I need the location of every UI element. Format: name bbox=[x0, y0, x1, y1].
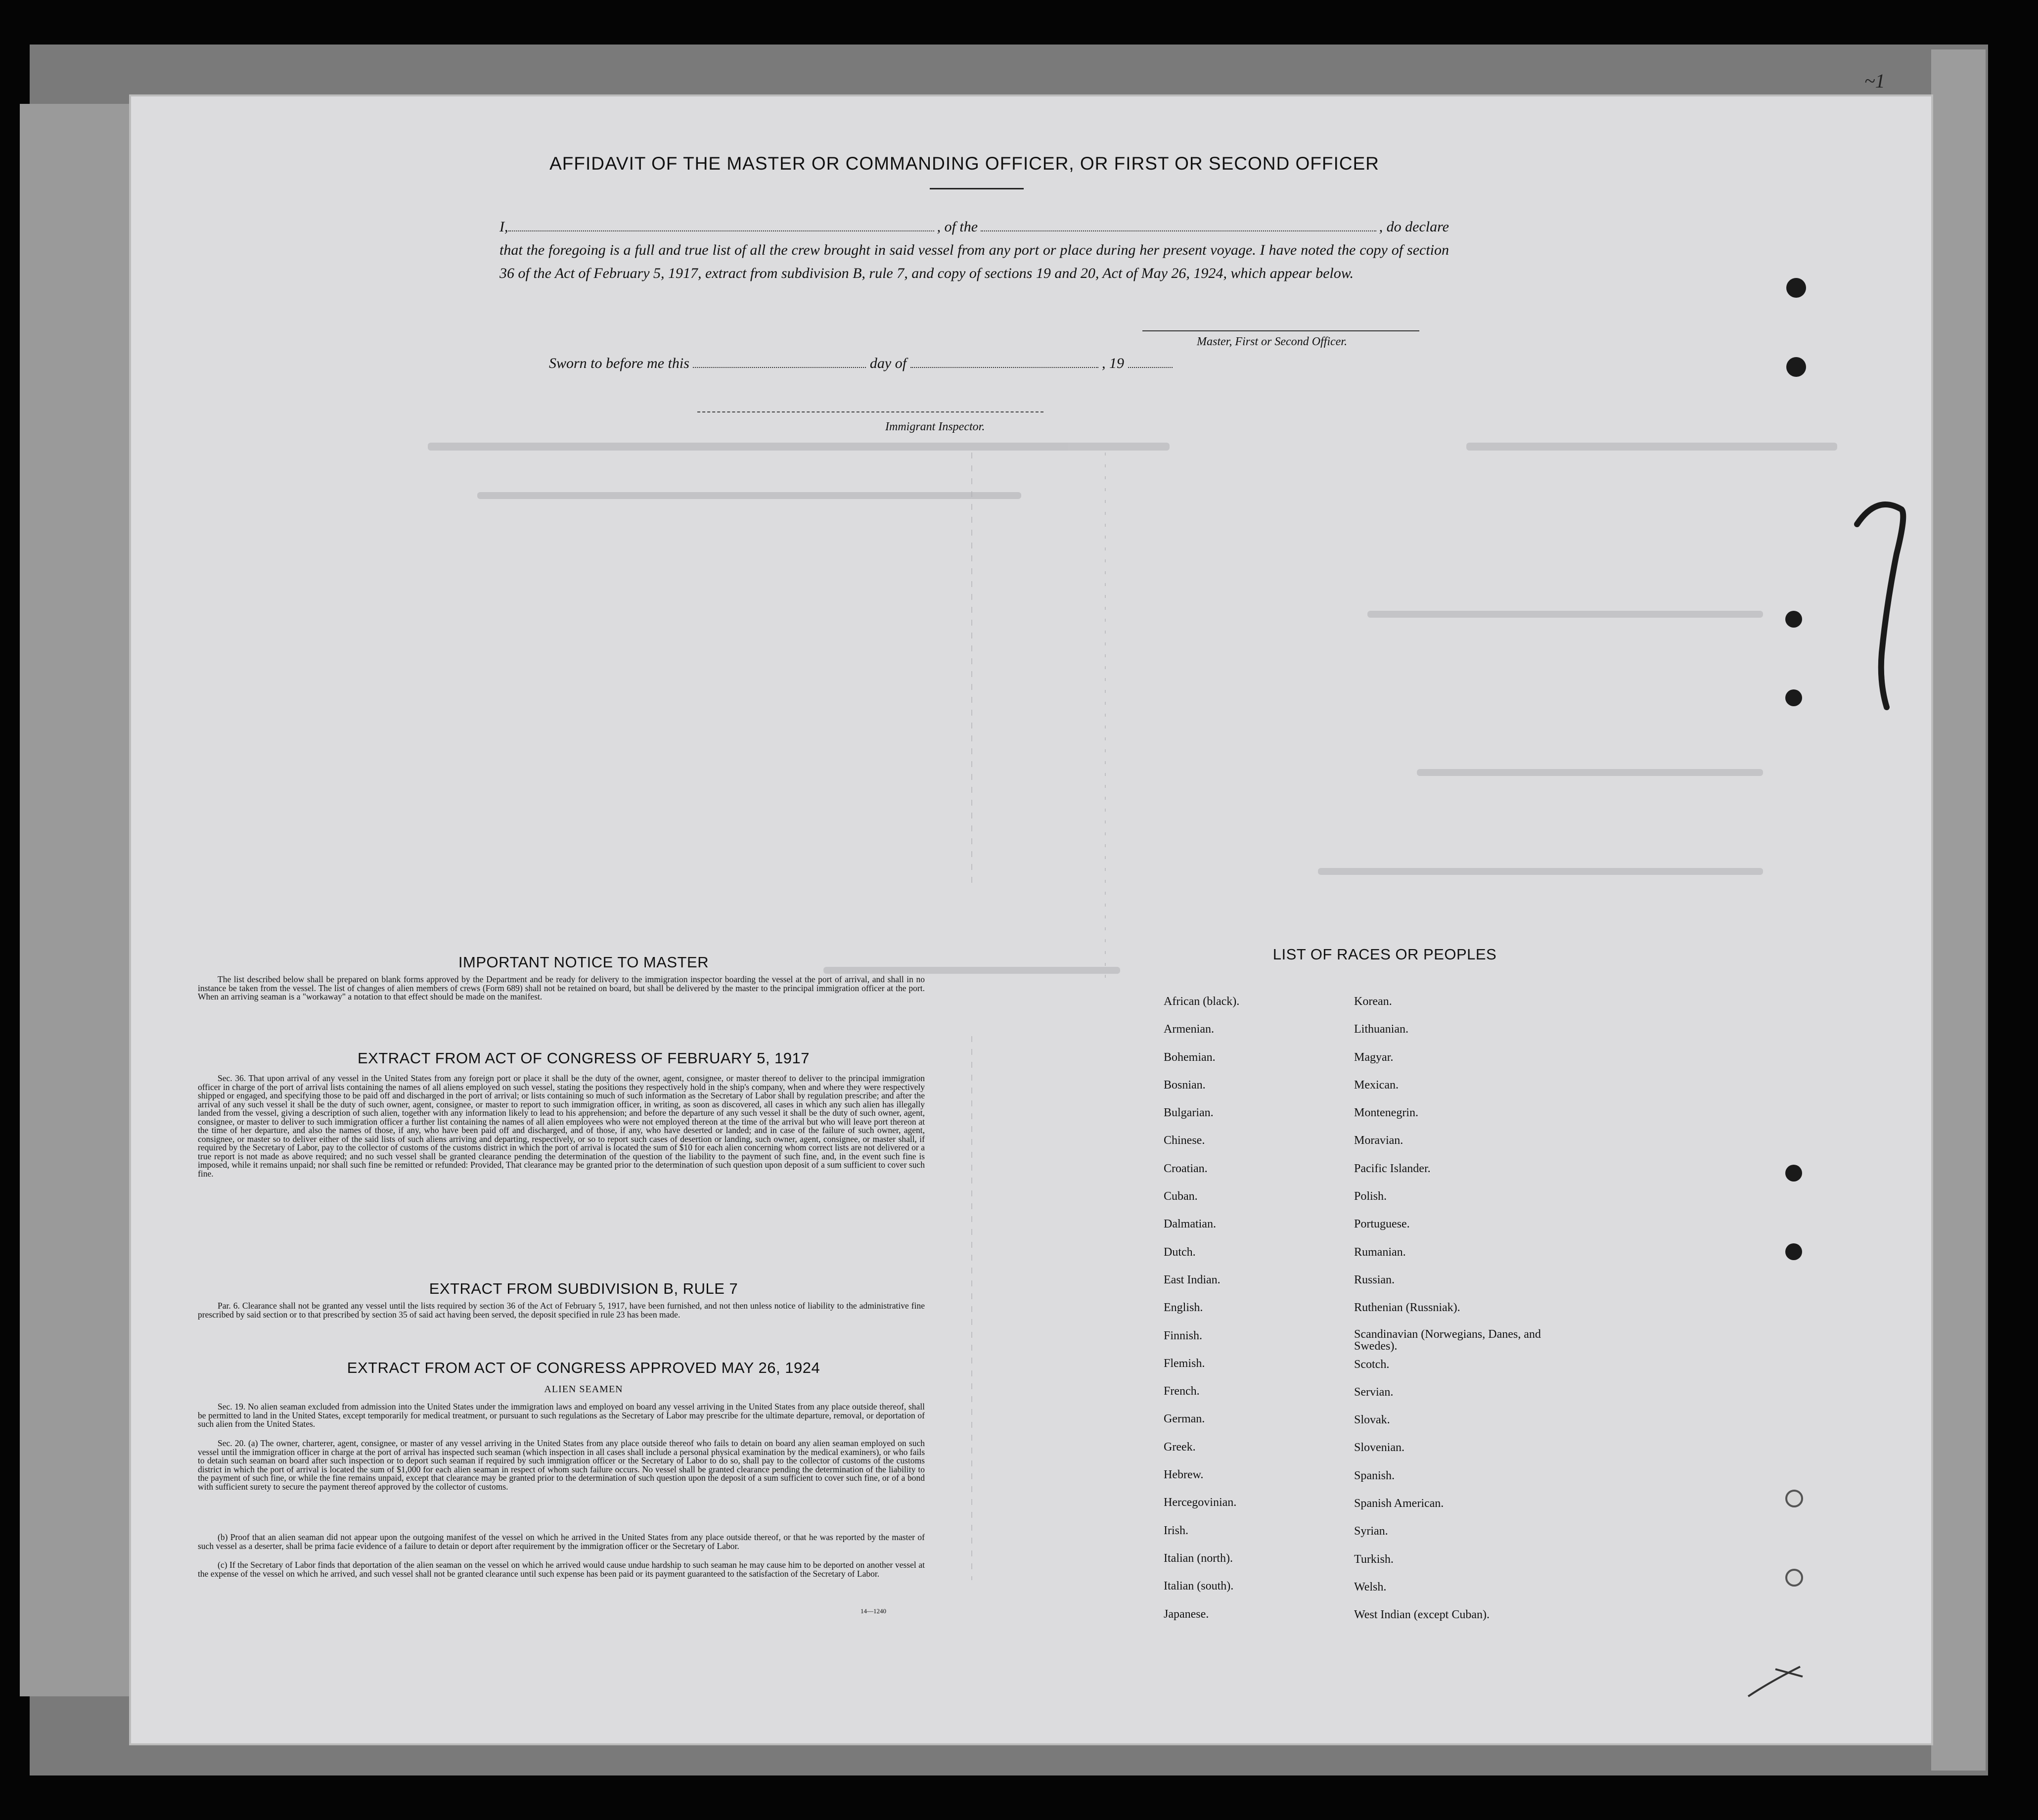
rule7-title: EXTRACT FROM SUBDIVISION B, RULE 7 bbox=[429, 1280, 738, 1297]
race-item: Korean. bbox=[1354, 995, 1392, 1008]
extract-1924-sec20c: (c) If the Secretary of Labor finds that deportation of the alien seaman on the vessel on which he arrived would cause undue hardship to such seaman he may cause him to be deported on another vessel at the expense of the vessel on which he arrived, and such vessel shall not be granted clearance until such expense has been paid or its payment guaranteed to the satisfaction of the Secretary of Labor. bbox=[198, 1560, 925, 1579]
affidavit-body bbox=[499, 215, 1449, 285]
race-item: Hebrew. bbox=[1164, 1468, 1204, 1482]
bleed-through-texture bbox=[131, 96, 1931, 1743]
races-title: LIST OF RACES OR PEOPLES bbox=[1272, 946, 1497, 963]
declarant-name-field[interactable] bbox=[508, 219, 934, 231]
do-declare-label: , do declare bbox=[1379, 219, 1449, 235]
races-left-column bbox=[1164, 994, 1342, 1635]
race-item: Flemish. bbox=[1164, 1357, 1205, 1370]
binder-hole bbox=[1785, 689, 1802, 706]
extract-1924-sec19: Sec. 19. No alien seaman excluded from admission into the United States under the immigration laws and employed on board any vessel arriving in the United States from any place outside thereof, shall be permitted to land in the United States, except temporarily for medical treatment, or pursuant to such regulations as the Secretary of Labor may prescribe for the ultimate departure, removal, or deportation of such alien from the United States. bbox=[198, 1402, 925, 1429]
race-item: Dalmatian. bbox=[1164, 1218, 1216, 1231]
race-item: West Indian (except Cuban). bbox=[1354, 1608, 1490, 1622]
race-item: Lithuanian. bbox=[1354, 1023, 1408, 1036]
affidavit-title: AFFIDAVIT OF THE MASTER OR COMMANDING OFFICER, OR FIRST OR SECOND OFFICER bbox=[549, 153, 1379, 174]
alien-seamen-subtitle: ALIEN SEAMEN bbox=[544, 1384, 623, 1395]
corner-annotation: ~1 bbox=[1864, 70, 1885, 92]
race-item: Servian. bbox=[1354, 1385, 1394, 1399]
binder-hole bbox=[1785, 1243, 1802, 1260]
vessel-name-field[interactable] bbox=[981, 219, 1376, 231]
sworn-date-field[interactable] bbox=[693, 355, 866, 368]
race-item: Slovenian. bbox=[1354, 1441, 1404, 1455]
race-item: Bulgarian. bbox=[1164, 1106, 1214, 1120]
extract-1924-sec20b: (b) Proof that an alien seaman did not appear upon the outgoing manifest of the vessel on which he arrived in the United States from any place outside thereof, or that he was reported by the master of such vessel as a deserter, shall be prima facie evidence of a failure to detain or deport after requirement by the immigration officer or the Secretary of Labor. bbox=[198, 1532, 925, 1551]
races-right-column bbox=[1354, 994, 1562, 1636]
handwritten-stroke bbox=[1746, 1662, 1805, 1701]
race-item: Hercegovinian. bbox=[1164, 1496, 1237, 1509]
right-edge-sheet bbox=[1931, 49, 1986, 1771]
title-underline bbox=[930, 188, 1024, 189]
sworn-line bbox=[549, 355, 1173, 372]
sworn-year-field[interactable] bbox=[1128, 355, 1173, 368]
race-item: Spanish American. bbox=[1354, 1497, 1444, 1510]
race-item: Slovak. bbox=[1354, 1413, 1390, 1427]
race-item: Polish. bbox=[1354, 1190, 1387, 1203]
left-edge-sheet bbox=[20, 104, 141, 1696]
extract-1924-sec20a: Sec. 20. (a) The owner, charterer, agent, consignee, or master of any vessel arriving in the United States from any place outside thereof who fails to detain on board any alien seaman employed on such vessel until the immigration officer in charge at the port of arrival has inspected such seaman (which inspection in all cases shall include a personal physical examination by the medical examiners), or who fails to detain such seaman on board after such inspection or to deport such seaman if required by such immigration officer or the Secretary of Labor to do so, shall pay to the collector of customs of the customs district in which the port of arrival is located the sum of $1,000 for each alien seaman in respect of whom such failure occurs. No vessel shall be granted clearance pending the determination of the liability to the payment of such fine, or while the fine remains unpaid, except that clearance may be granted prior to the determination of such question upon the deposit of a sum sufficient to cover such fine, or of a bond with sufficient surety to secure the payment thereof approved by the collector of customs. bbox=[198, 1438, 925, 1492]
race-item: French. bbox=[1164, 1385, 1200, 1398]
extract-1917-title: EXTRACT FROM ACT OF CONGRESS OF FEBRUARY 5, 1917 bbox=[357, 1049, 810, 1067]
binder-hole-ring bbox=[1785, 1490, 1803, 1507]
race-item: Italian (south). bbox=[1164, 1580, 1234, 1593]
race-item: Ruthenian (Russniak). bbox=[1354, 1301, 1460, 1315]
of-the-label: , of the bbox=[937, 219, 978, 235]
race-item: Portuguese. bbox=[1354, 1218, 1410, 1231]
binder-hole bbox=[1786, 278, 1806, 298]
handwritten-seven bbox=[1852, 495, 1911, 712]
rule7-text: Par. 6. Clearance shall not be granted any vessel until the lists required by section 36 of the Act of February 5, 1917, have been furnished, and not then unless notice of liability to the administrative fine prescribed by said section or to that prescribed by section 35 of said act having been served, the deposit specified in rule 23 has been made. bbox=[198, 1301, 925, 1320]
race-item: Russian. bbox=[1354, 1273, 1395, 1286]
race-item: Dutch. bbox=[1164, 1245, 1196, 1259]
inspector-signature-field[interactable] bbox=[697, 411, 1043, 412]
race-item: Italian (north). bbox=[1164, 1551, 1233, 1565]
race-item: Cuban. bbox=[1164, 1190, 1198, 1203]
race-item: Rumanian. bbox=[1354, 1245, 1406, 1259]
race-item: Syrian. bbox=[1354, 1525, 1388, 1538]
race-item: Montenegrin. bbox=[1354, 1106, 1418, 1120]
binder-hole bbox=[1785, 611, 1802, 628]
race-item: German. bbox=[1164, 1412, 1205, 1426]
race-item: Pacific Islander. bbox=[1354, 1162, 1431, 1175]
sworn-label: Sworn to before me this bbox=[549, 355, 689, 371]
race-item: Magyar. bbox=[1354, 1050, 1394, 1064]
extract-1917-text: Sec. 36. That upon arrival of any vessel in the United States from any foreign port or place it shall be the duty of the owner, agent, consignee, or master thereof to deliver to the principal immigration officer in charge of the port of arrival lists containing the names of all aliens employed on such vessel, stating the positions they respectively hold in the ship's company, when and where they were respectively shipped or engaged, and specifying those to be paid off and discharged in the port of arrival; or lists containing so much of such information as the Secretary of Labor shall by regulation prescribe; and after the arrival of any such vessel it shall be the duty of such owner, agent, consignee, or master to report to such immigration officer, in writing, as soon as discovered, all cases in which any such alien has illegally landed from the vessel, giving a description of such alien, together with any information likely to lead to his apprehension; and before the departure of any such vessel it shall be the duty of such owner, agent, consignee, or master to deliver to such immigration officer a further list containing the names of all alien employees who were not employed thereon at the time of the arrival but who will leave port thereon at the time of her departure, and also the names of those, if any, who have been paid off and discharged, and of those, if any, who have deserted or landed; and in case of the failure of such owner, agent, consignee, or master so to deliver either of the said lists of such aliens arriving and departing, respectively, or so to report such cases of desertion or landing, such owner, agent, consignee, or master shall, if required by the Secretary of Labor, pay to the collector of customs of the customs district in which the port of arrival is located the sum of $10 for each alien concerning whom correct lists are not delivered or a true report is not made as above required; and no such vessel shall be granted clearance pending the determination of the question of the liability to the payment of such fine, and, in the event such fine is imposed, while it remains unpaid; nor shall such fine be remitted or refunded: Provided, That clearance may be granted prior to the determination of such question upon deposit of a sum sufficient to cover such fine. bbox=[198, 1073, 925, 1179]
race-item: Scotch. bbox=[1354, 1358, 1390, 1371]
form-number: 14—1240 bbox=[860, 1607, 886, 1615]
race-item: Chinese. bbox=[1164, 1134, 1205, 1147]
declaration-text: that the foregoing is a full and true list of all the crew brought in said vessel from any port or place during her present voyage. I have noted the copy of section 36 of the Act of February 5, 1917, extract from subdivision B, rule 7, and copy of sections 19 and 20, Act of May 26, 1924, which appear below. bbox=[499, 242, 1449, 281]
binder-hole bbox=[1786, 357, 1806, 377]
race-item: Bohemian. bbox=[1164, 1050, 1216, 1064]
race-item: Spanish. bbox=[1354, 1469, 1395, 1482]
race-item: Croatian. bbox=[1164, 1162, 1208, 1175]
race-item: English. bbox=[1164, 1301, 1203, 1315]
race-item: Mexican. bbox=[1354, 1078, 1399, 1092]
race-item: Turkish. bbox=[1354, 1552, 1394, 1566]
notice-text: The list described below shall be prepared on blank forms approved by the Department and be ready for delivery to the immigration inspector boarding the vessel at the port of arrival, and shall in no instance be taken from the vessel. The list of changes of alien members of crews (Form 689) shall not be retained on board, but shall be delivered by the master to the principal immigration officer at the port. When an arriving seaman is a "workaway" a notation to that effect should be made on the manifest. bbox=[198, 974, 925, 1001]
race-item: African (black). bbox=[1164, 995, 1240, 1008]
race-item: East Indian. bbox=[1164, 1273, 1221, 1286]
notice-title: IMPORTANT NOTICE TO MASTER bbox=[458, 954, 709, 971]
race-item: Moravian. bbox=[1354, 1134, 1404, 1147]
master-signature-field[interactable] bbox=[1142, 330, 1419, 331]
race-item: Japanese. bbox=[1164, 1607, 1209, 1621]
binder-hole bbox=[1785, 1165, 1802, 1182]
race-item: Finnish. bbox=[1164, 1329, 1203, 1342]
race-item: Irish. bbox=[1164, 1524, 1188, 1537]
master-signature-label: Master, First or Second Officer. bbox=[1197, 335, 1347, 348]
race-item: Bosnian. bbox=[1164, 1078, 1206, 1092]
race-item: Greek. bbox=[1164, 1440, 1196, 1454]
binder-hole-ring bbox=[1785, 1569, 1803, 1587]
day-of-label: day of bbox=[869, 355, 907, 371]
year-label: , 19 bbox=[1102, 355, 1125, 371]
i-label: I, bbox=[499, 219, 508, 235]
extract-1924-title: EXTRACT FROM ACT OF CONGRESS APPROVED MAY 26, 1924 bbox=[347, 1359, 820, 1376]
race-item: Armenian. bbox=[1164, 1023, 1214, 1036]
race-item: Scandinavian (Norwegians, Danes, and Swedes). bbox=[1354, 1327, 1541, 1353]
sworn-month-field[interactable] bbox=[910, 355, 1098, 368]
inspector-label: Immigrant Inspector. bbox=[885, 420, 985, 433]
race-item: Welsh. bbox=[1354, 1580, 1387, 1593]
